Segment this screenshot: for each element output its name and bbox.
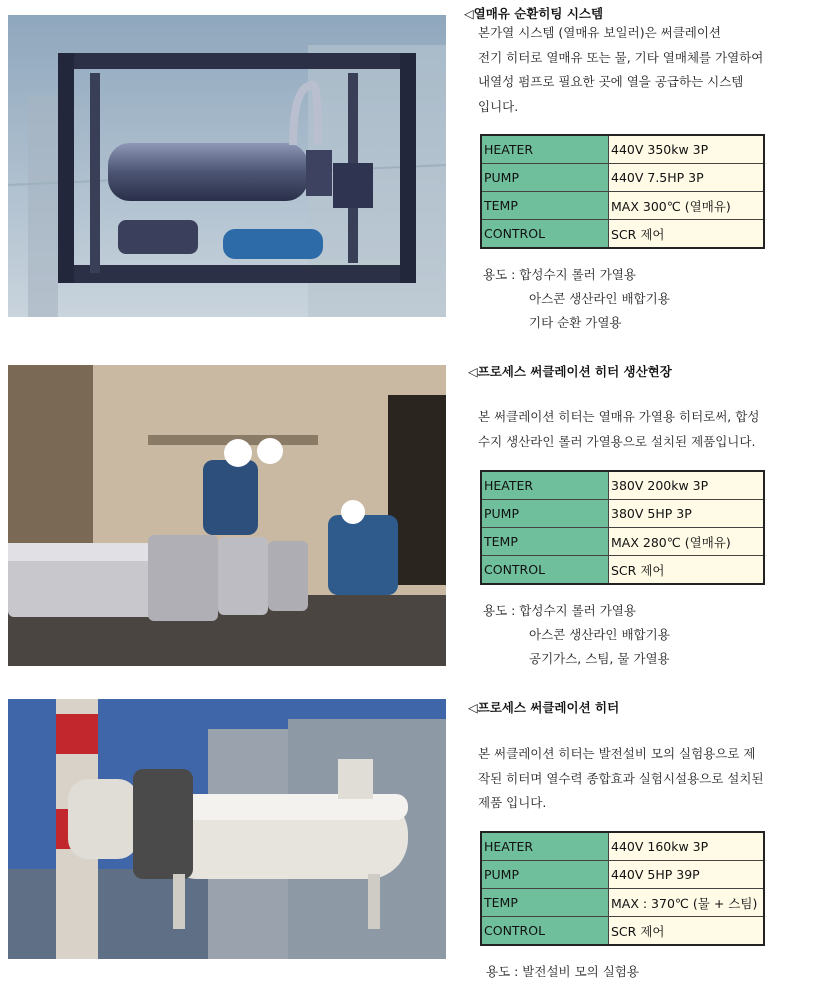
usage-label: 용도 : 발전설비 모의 실험용 [486, 964, 639, 979]
usage-list [486, 960, 639, 984]
spec-value: 440V 5HP 39P [609, 861, 765, 889]
spec-value: 380V 5HP 3P [609, 500, 765, 528]
spec-key: TEMP [481, 889, 609, 917]
spec-value: 440V 160kw 3P [609, 832, 765, 861]
section-title: ◁프로세스 써클레이션 히터 생산현장 [468, 364, 672, 379]
usage-item: 공기가스, 스팀, 물 가열용 [529, 651, 670, 666]
spec-key: PUMP [481, 861, 609, 889]
production-site-photo [8, 365, 446, 666]
spec-key: CONTROL [481, 220, 609, 249]
spec-key: HEATER [481, 471, 609, 500]
spec-value: 440V 7.5HP 3P [609, 164, 765, 192]
spec-table [480, 470, 765, 585]
spec-table [480, 831, 765, 946]
spec-key: HEATER [481, 832, 609, 861]
table-row [481, 471, 764, 500]
section-title: ◁열매유 순환히팅 시스템 [464, 6, 604, 21]
spec-value: MAX 280℃ (열매유) [609, 528, 765, 556]
spec-value: SCR 제어 [609, 220, 765, 249]
desc-line: 본 써클레이션 히터는 발전설비 모의 실험용으로 제 [478, 746, 756, 761]
process-heater-photo [8, 699, 446, 959]
desc-line: 전기 히터로 열매유 또는 물, 기타 열매체를 가열하여 [478, 49, 764, 65]
desc-line: 작된 히터며 열수력 종합효과 실험시설용으로 설치된 [478, 770, 764, 786]
usage-label: 용도 : 합성수지 롤러 가열용 [483, 603, 636, 618]
section-title: ◁프로세스 써클레이션 히터 [468, 700, 620, 715]
desc-line: 제품 입니다. [478, 795, 547, 810]
spec-value: SCR 제어 [609, 917, 765, 946]
spec-value: 380V 200kw 3P [609, 471, 765, 500]
table-row [481, 889, 764, 917]
table-row [481, 861, 764, 889]
table-row [481, 220, 764, 249]
table-row [481, 917, 764, 946]
desc-line: 본가열 시스템 (열매유 보일러)은 써클레이션 [478, 25, 721, 40]
table-row [481, 192, 764, 220]
usage-item: 아스콘 생산라인 배합기용 [529, 627, 670, 642]
section-description [478, 405, 759, 454]
spec-key: CONTROL [481, 917, 609, 946]
table-row [481, 556, 764, 585]
desc-line: 입니다. [478, 98, 519, 114]
section-description [478, 21, 763, 119]
desc-line: 내열성 펌프로 필요한 곳에 열을 공급하는 시스템 [478, 74, 744, 89]
table-row [481, 135, 764, 164]
spec-key: CONTROL [481, 556, 609, 585]
spec-value: MAX 300℃ (열매유) [609, 192, 765, 220]
spec-key: TEMP [481, 528, 609, 556]
desc-line: 본 써클레이션 히터는 열매유 가열용 히터로써, 합성 [478, 409, 760, 424]
table-row [481, 528, 764, 556]
spec-key: PUMP [481, 500, 609, 528]
section-description [478, 742, 764, 816]
table-row [481, 500, 764, 528]
desc-line: 수지 생산라인 롤러 가열용으로 설치된 제품입니다. [478, 433, 756, 449]
usage-list [483, 599, 670, 671]
usage-item: 기타 순환 가열용 [529, 315, 622, 330]
spec-table [480, 134, 765, 249]
spec-value: SCR 제어 [609, 556, 765, 585]
table-row [481, 164, 764, 192]
spec-value: 440V 350kw 3P [609, 135, 765, 164]
usage-list [483, 263, 670, 335]
table-row [481, 832, 764, 861]
spec-key: TEMP [481, 192, 609, 220]
heater-skid-photo [8, 15, 446, 317]
usage-item: 아스콘 생산라인 배합기용 [529, 291, 670, 306]
spec-key: PUMP [481, 164, 609, 192]
spec-key: HEATER [481, 135, 609, 164]
spec-value: MAX : 370℃ (물 + 스팀) [609, 889, 765, 917]
usage-label: 용도 : 합성수지 롤러 가열용 [483, 267, 636, 282]
